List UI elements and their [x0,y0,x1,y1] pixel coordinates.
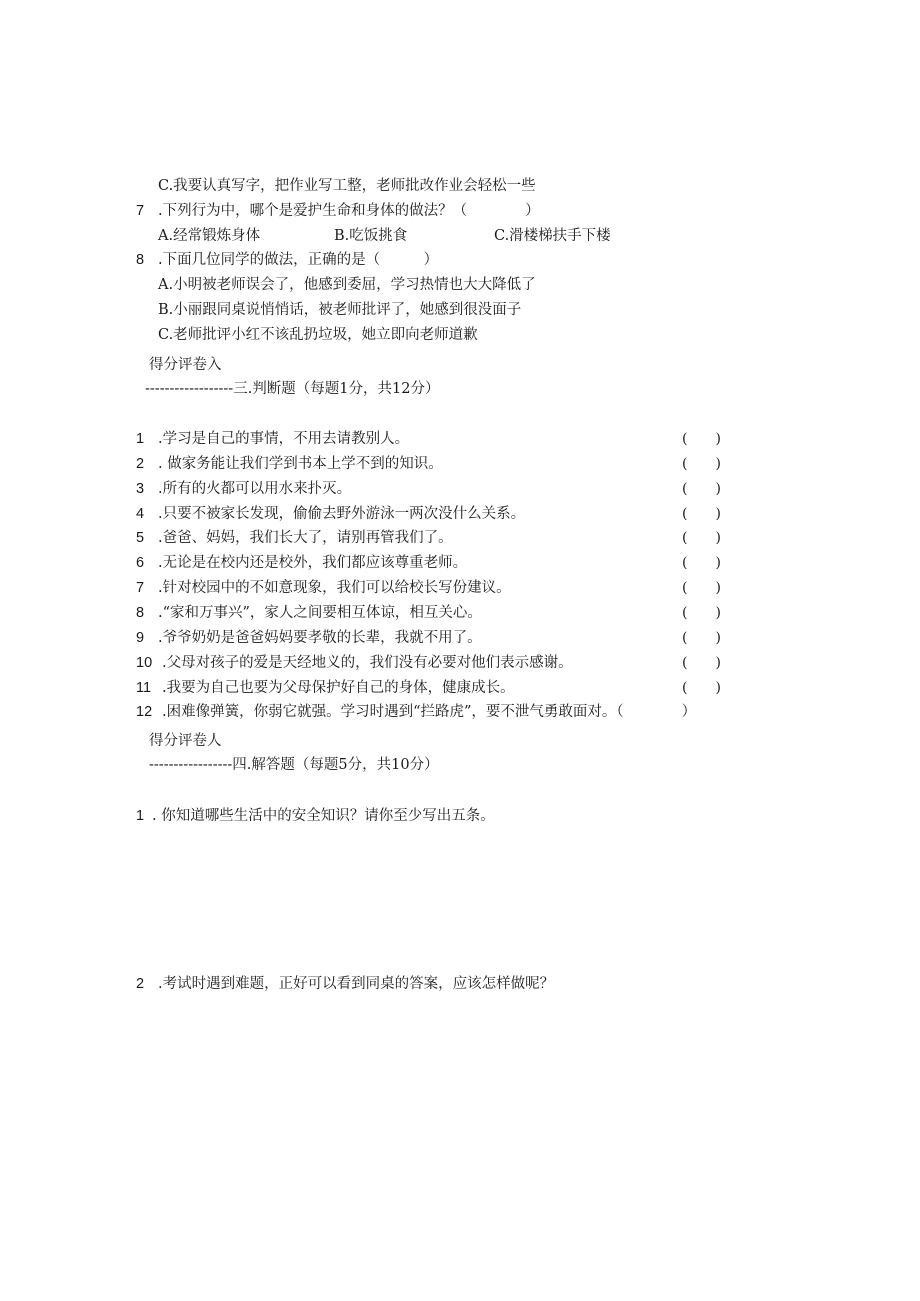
answer-parentheses[interactable]: ( ) [682,680,721,696]
q8-option-b: B.小丽跟同桌说悄悄话，被老师批评了，她感到很没面子 [158,302,522,318]
answer-parentheses[interactable]: ( ) [682,481,721,497]
judge-item-number: 7 [136,580,145,596]
judge-item-number: 2 [136,456,145,472]
s4-q2-text: .考试时遇到难题，正好可以看到同桌的答案，应该怎样做呢？ [158,976,555,992]
judge-item-number: 12 [136,704,153,720]
answer-parentheses[interactable]: ( ) [682,506,721,522]
judge-item-number: 3 [136,481,145,497]
judge-item-text: .学习是自己的事情，不用去请教别人。 [158,431,410,447]
judge-item-text: .针对校园中的不如意现象，我们可以给校长写份建议。 [158,580,511,596]
judge-item-number: 1 [136,431,145,447]
judge-item-text: .“家和万事兴”，家人之间要相互体谅，相互关心。 [158,605,482,621]
q7-option-a: A.经常锻炼身体 [158,228,261,244]
q8-number: 8 [136,252,145,268]
q7-number: 7 [136,203,145,219]
answer-parentheses[interactable]: ( ) [682,431,721,447]
judge-item-text: .父母对孩子的爱是天经地义的，我们没有必要对他们表示感谢。 [162,655,573,671]
s4-q1-text: . 你知道哪些生活中的安全知识？请你至少写出五条。 [152,808,495,824]
judge-item-number: 10 [136,655,153,671]
judge-item-text: .无论是在校内还是校外，我们都应该尊重老师。 [158,555,468,571]
judge-item-text: .爸爸、妈妈，我们长大了，请别再管我们了。 [158,530,453,546]
s4-q1-number: 1 [136,808,145,824]
q8-text: .下面几位同学的做法，正确的是（ ） [158,252,439,268]
judge-item-number: 5 [136,530,145,546]
answer-parentheses[interactable]: ( ) [682,630,721,646]
judge-item-text: . 做家务能让我们学到书本上学不到的知识。 [158,456,443,472]
judge-item-number: 11 [136,680,152,696]
section4-score-label: 得分评卷人 [149,733,222,749]
section3-score-label: 得分评卷入 [149,357,222,373]
judge-item-text: .我要为自己也要为父母保护好自己的身体，健康成长。 [162,680,515,696]
answer-parentheses[interactable]: ( ) [682,655,721,671]
answer-parentheses[interactable]: ( ) [682,456,721,472]
judge-item-text: .爷爷奶奶是爸爸妈妈要孝敬的长辈，我就不用了。 [158,630,482,646]
judge-item-number: 9 [136,630,145,646]
q8-option-a: A.小明被老师误会了，他感到委屈，学习热情也大大降低了 [158,277,536,293]
answer-parentheses[interactable]: ( ) [682,530,721,546]
judge-item-number: 8 [136,605,145,621]
section4-header: -----------------四.解答题（每题5分，共10分） [149,757,439,773]
answer-parentheses[interactable]: ( ) [682,580,721,596]
q7-option-c: C.滑楼梯扶手下楼 [494,228,611,244]
q7-option-b: B.吃饭挑食 [334,228,408,244]
q7-text: .下列行为中，哪个是爱护生命和身体的做法？（ ） [158,203,540,219]
answer-parentheses[interactable]: ( ) [682,605,721,621]
judge-item-number: 6 [136,555,145,571]
section3-header: ------------------三.判断题（每题1分，共12分） [145,381,440,397]
judge-item-text: .困难像弹簧，你弱它就强。学习时遇到“拦路虎”，要不泄气勇敢面对。（ ） [162,704,697,720]
answer-parentheses[interactable]: ( ) [682,555,721,571]
q8-option-c: C.老师批评小红不该乱扔垃圾，她立即向老师道歉 [158,327,478,343]
judge-item-text: .所有的火都可以用水来扑灭。 [158,481,352,497]
s4-q2-number: 2 [136,976,145,992]
judge-item-number: 4 [136,506,145,522]
judge-item-text: .只要不被家长发现，偷偷去野外游泳一两次没什么关系。 [158,506,526,522]
q6-option-c: C.我要认真写字，把作业写工整，老师批改作业会轻松一些 [158,178,536,194]
